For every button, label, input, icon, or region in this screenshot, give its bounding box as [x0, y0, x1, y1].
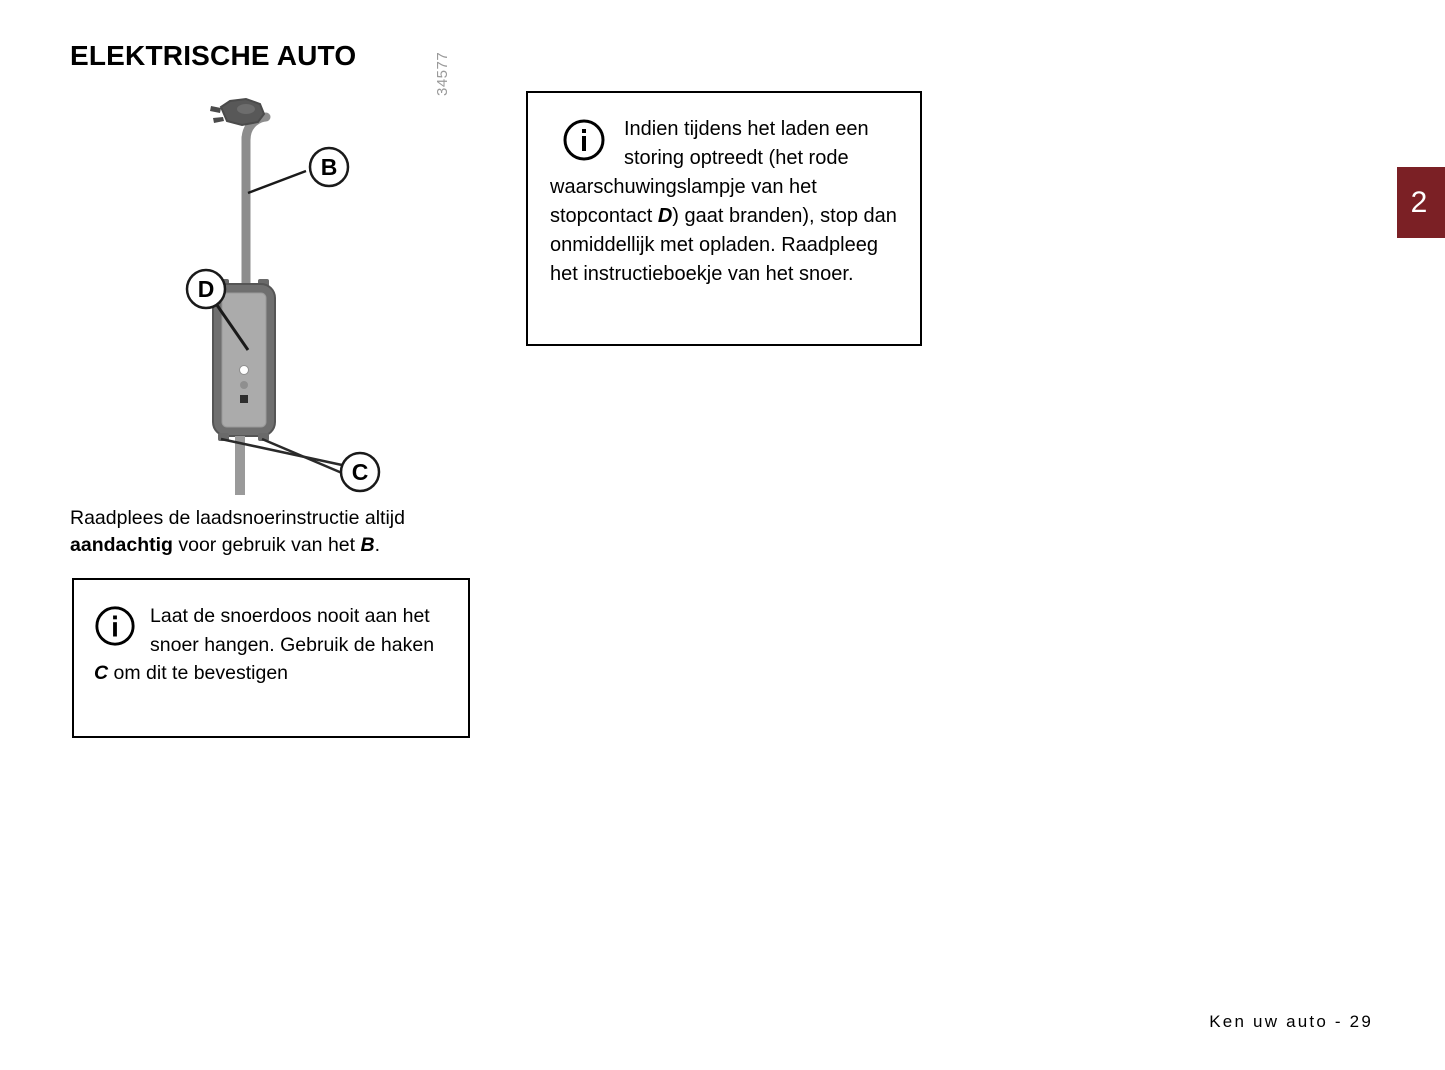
info-left-text-after: om dit te bevestigen	[108, 662, 289, 684]
paragraph-part-2: voor gebruik van het	[172, 534, 361, 556]
paragraph-bold-word: aandachtig	[70, 534, 173, 556]
info-right-reference-d: D	[657, 205, 673, 227]
chapter-tab-2[interactable]: 2	[1397, 167, 1445, 238]
callout-d-label: D	[197, 276, 215, 302]
charging-cable-paragraph	[70, 505, 482, 559]
callout-d	[187, 270, 225, 308]
callout-c-label: C	[351, 459, 369, 485]
charging-cable-illustration	[70, 95, 480, 495]
callout-c	[341, 453, 379, 491]
info-circle-icon	[94, 605, 136, 647]
leader-line-b	[248, 171, 306, 193]
paragraph-part-3: .	[374, 534, 380, 556]
info-note-cable-hooks	[72, 578, 470, 738]
leader-line-c-2	[262, 439, 342, 473]
info-right-text-after: ) gaat branden), stop dan onmiddellijk met opladen. Raadpleeg het instructieboekje van het snoer.	[550, 205, 897, 285]
led-indicator-bottom	[240, 395, 248, 403]
callout-b-label: B	[320, 154, 338, 180]
led-indicator-middle	[240, 381, 248, 389]
page-title: ELEKTRISCHE AUTO	[70, 40, 357, 71]
info-left-reference-c: C	[94, 662, 109, 684]
paragraph-part-1: Raadplees de laadsnoerinstructie altijd	[70, 507, 405, 529]
info-note-left-text	[94, 602, 446, 688]
info-right-text-before: Indien tijdens het laden een storing optreedt (het rode waarschuwingslampje van het stopcontact	[550, 118, 869, 227]
info-note-charging-fault	[526, 91, 922, 346]
paragraph-reference-b: B	[360, 534, 375, 556]
led-indicator-top	[240, 366, 249, 375]
mains-plug-icon	[210, 99, 264, 125]
info-circle-icon	[562, 118, 606, 162]
callout-b	[310, 148, 348, 186]
info-left-text-before: Laat de snoerdoos nooit aan het snoer hangen. Gebruik de haken	[150, 605, 435, 656]
control-box	[213, 279, 275, 441]
illustration-reference-number: 34577	[434, 51, 451, 96]
footer-page-reference: Ken uw auto - 29	[1209, 1012, 1373, 1031]
